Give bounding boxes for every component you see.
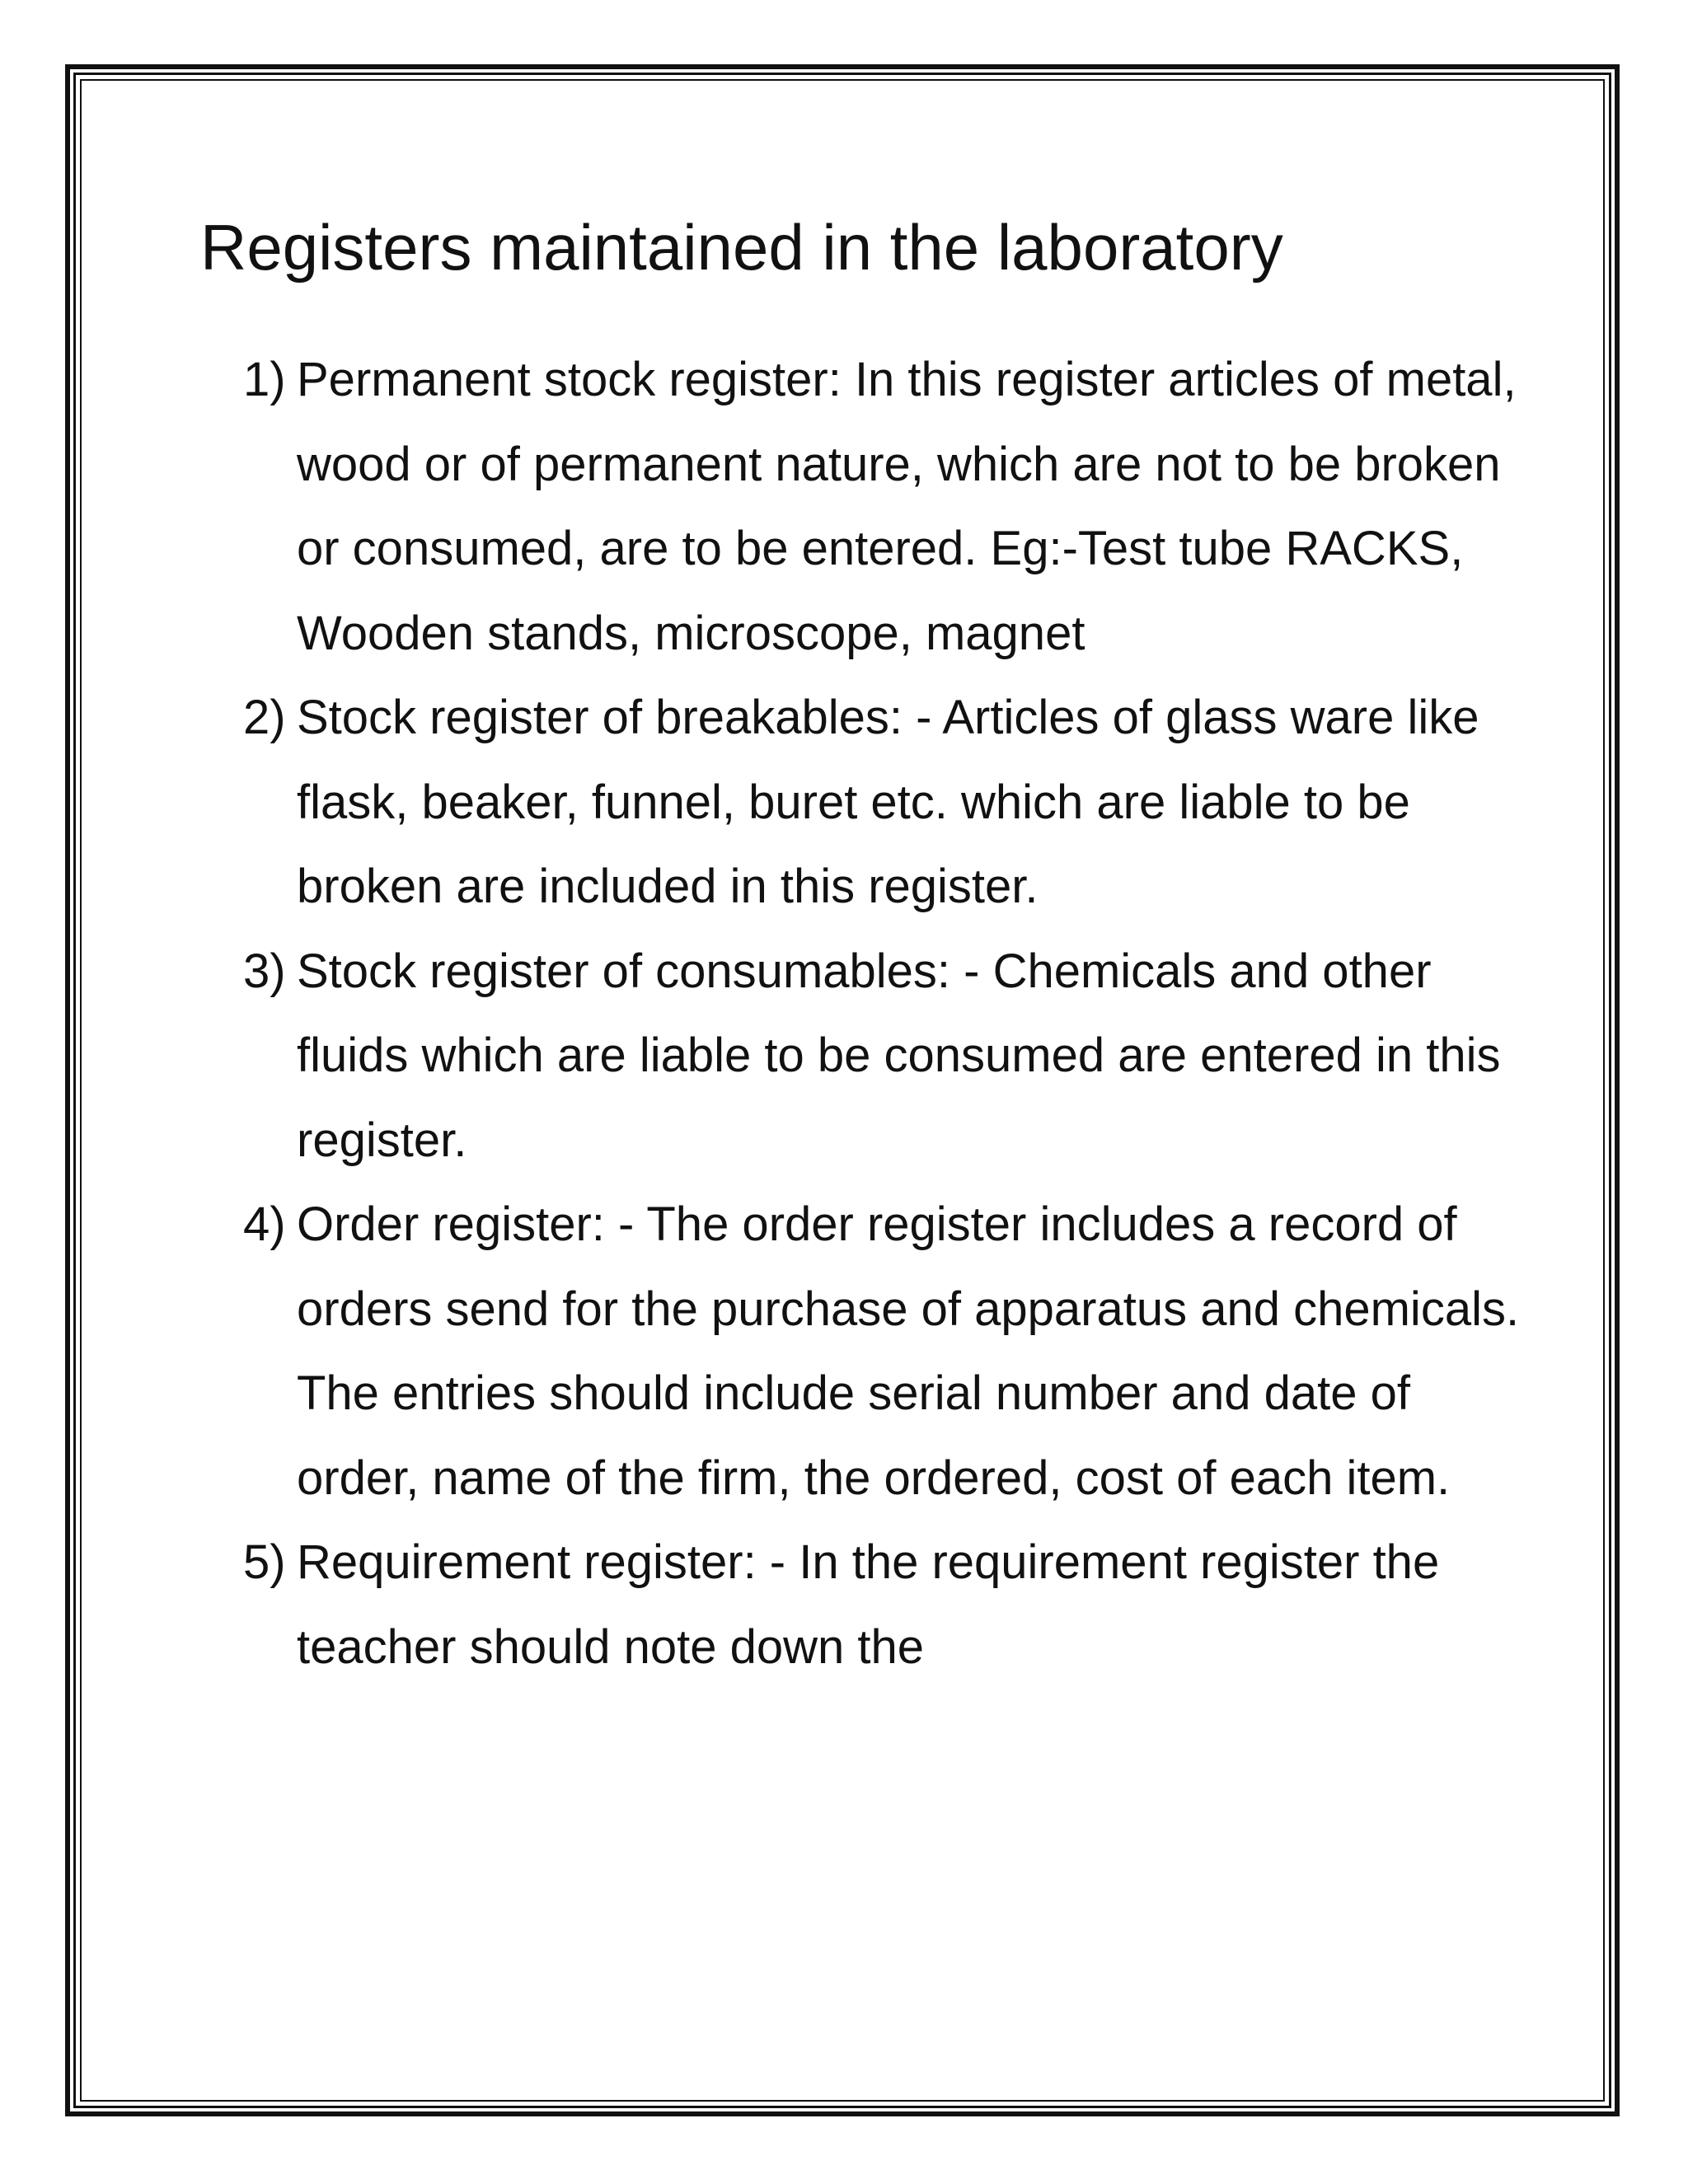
list-item-stock-register-consumables bbox=[239, 930, 1525, 1183]
list-item-text: Stock register of breakables: - Articles of glass ware like flask, beaker, funnel, buret etc. which are liable to be broken are included in this register. bbox=[297, 691, 1479, 913]
list-item-number: 5) bbox=[243, 1535, 286, 1589]
list-item-text: Order register: - The order register includes a record of orders send for the purchase of apparatus and chemicals. The entries should include serial number and date of order, name of the firm, the ordered, cost of each item. bbox=[297, 1197, 1520, 1505]
list-item-text: Permanent stock register: In this register articles of metal, wood or of permanent nature, which are not to be broken or consumed, are to be entered. Eg:-Test tube RACKS, Wooden stands, microscope, magnet bbox=[297, 353, 1517, 660]
list-item-requirement-register bbox=[239, 1521, 1525, 1690]
list-item-text: Stock register of consumables: - Chemicals and other fluids which are liable to be consumed are entered in this register. bbox=[297, 944, 1501, 1167]
list-item-text: Requirement register: - In the requirement register the teacher should note down the bbox=[297, 1535, 1440, 1674]
list-item-number: 1) bbox=[243, 353, 286, 406]
list-item-number: 4) bbox=[243, 1197, 286, 1251]
list-item-stock-register-breakables bbox=[239, 676, 1525, 930]
page-title: Registers maintained in the laboratory bbox=[200, 211, 1283, 284]
list-item-number: 3) bbox=[243, 944, 286, 998]
list-item-order-register bbox=[239, 1183, 1525, 1521]
list-item-number: 2) bbox=[243, 691, 286, 744]
register-list bbox=[239, 338, 1525, 1690]
list-item-permanent-stock-register bbox=[239, 338, 1525, 676]
